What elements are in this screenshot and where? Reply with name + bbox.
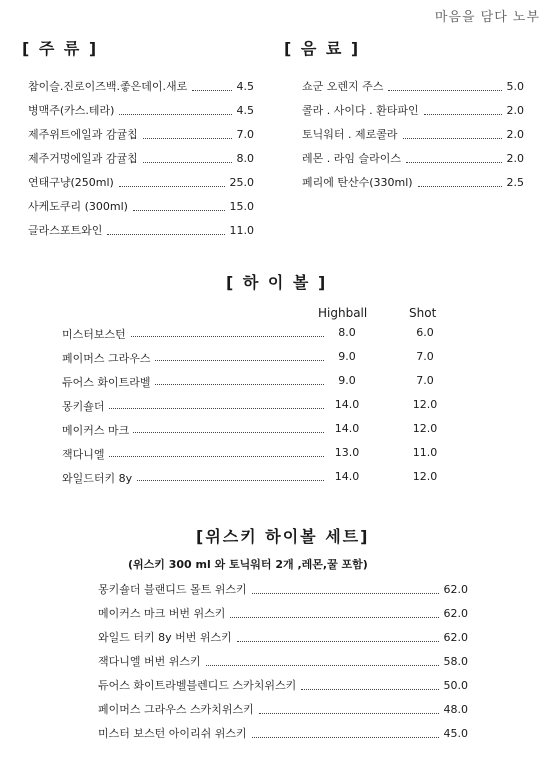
item-name: 제주위트에일과 감귤칩 <box>28 128 138 141</box>
item-name: 토닉워터 . 제로콜라 <box>302 128 398 141</box>
item-name: 미스터보스턴 <box>62 326 130 342</box>
list-item <box>62 422 447 436</box>
item-name: 레몬 . 라임 슬라이스 <box>302 152 401 165</box>
list-item <box>28 80 254 94</box>
item-name: 페리에 탄산수(330ml) <box>302 176 413 189</box>
item-name: 몽키숄더 블랜디드 몰트 위스키 <box>98 583 247 596</box>
leader-dots <box>230 617 438 618</box>
list-item <box>302 128 524 142</box>
shot-price: 12.0 <box>412 470 438 483</box>
liquor-section-title: [ 주 류 ] <box>22 39 99 58</box>
list-item <box>302 104 524 118</box>
item-name: 듀어스 화이트라벨블렌디드 스카치위스키 <box>98 679 297 692</box>
item-name: 글라스포트와인 <box>28 224 103 237</box>
highball-price: 14.0 <box>334 470 360 483</box>
list-item <box>62 398 447 412</box>
item-name: 메이커스 마크 버번 위스키 <box>98 607 226 620</box>
list-item <box>98 679 468 693</box>
list-item <box>28 200 254 214</box>
list-item <box>98 655 468 669</box>
item-name: 병맥주(카스.테라) <box>28 104 115 117</box>
set-section-title: [위스키 하이볼 세트] <box>196 527 370 546</box>
leader-dots <box>192 90 231 91</box>
leader-dots <box>252 737 439 738</box>
list-item <box>98 583 468 597</box>
item-price: 2.0 <box>506 128 524 141</box>
shot-price: 11.0 <box>412 446 438 459</box>
list-item <box>62 374 447 388</box>
list-item <box>28 128 254 142</box>
item-name: 페이머스 그라우스 <box>62 350 155 366</box>
leader-dots <box>237 641 439 642</box>
list-item <box>28 224 254 238</box>
item-price: 62.0 <box>443 607 468 620</box>
item-price: 45.0 <box>443 727 468 740</box>
leader-dots <box>403 138 502 139</box>
shot-price: 12.0 <box>412 398 438 411</box>
highball-price: 9.0 <box>338 350 356 363</box>
item-name: 듀어스 화이트라벨 <box>62 374 155 390</box>
shot-price: 7.0 <box>416 350 434 363</box>
highball-price: 8.0 <box>338 326 356 339</box>
leader-dots <box>259 713 439 714</box>
item-price: 11.0 <box>229 224 254 237</box>
item-name: 잭다니엘 <box>62 446 109 462</box>
item-price: 62.0 <box>443 631 468 644</box>
item-price: 7.0 <box>236 128 254 141</box>
leader-dots <box>418 186 502 187</box>
item-price: 4.5 <box>236 80 254 93</box>
item-name: 와일드 터키 8y 버번 위스키 <box>98 631 232 644</box>
drinks-section-title: [ 음 료 ] <box>284 39 361 58</box>
item-price: 62.0 <box>443 583 468 596</box>
item-price: 2.0 <box>506 152 524 165</box>
list-item <box>28 104 254 118</box>
leader-dots <box>406 162 502 163</box>
item-price: 25.0 <box>229 176 254 189</box>
list-item <box>28 176 254 190</box>
shot-price: 6.0 <box>416 326 434 339</box>
item-price: 58.0 <box>443 655 468 668</box>
leader-dots <box>119 186 225 187</box>
highball-section-title: [ 하 이 볼 ] <box>226 273 328 292</box>
item-name: 쇼군 오렌지 주스 <box>302 80 384 93</box>
item-price: 48.0 <box>443 703 468 716</box>
leader-dots <box>301 689 438 690</box>
col-head-highball: Highball <box>318 306 368 320</box>
item-price: 4.5 <box>236 104 254 117</box>
highball-price: 13.0 <box>334 446 360 459</box>
item-price: 5.0 <box>506 80 524 93</box>
leader-dots <box>252 593 439 594</box>
item-price: 50.0 <box>443 679 468 692</box>
item-name: 콜라 . 사이다 . 환타파인 <box>302 104 419 117</box>
shot-price: 7.0 <box>416 374 434 387</box>
highball-price: 14.0 <box>334 422 360 435</box>
leader-dots <box>107 234 224 235</box>
item-name: 미스터 보스턴 아이리쉬 위스키 <box>98 727 247 740</box>
shot-price: 12.0 <box>412 422 438 435</box>
leader-dots <box>119 114 231 115</box>
list-item <box>28 152 254 166</box>
leader-dots <box>424 114 502 115</box>
leader-dots <box>143 162 232 163</box>
list-item <box>62 350 447 364</box>
item-price: 2.5 <box>506 176 524 189</box>
set-subtitle: (위스키 300 ml 와 토닉워터 2개 ,레몬,꿀 포함) <box>128 558 368 571</box>
item-name: 참이슬.진로이즈백.좋은데이.새로 <box>28 80 188 93</box>
col-head-shot: Shot <box>409 306 437 320</box>
list-item <box>98 703 468 717</box>
item-name: 메이커스 마크 <box>62 422 133 438</box>
list-item <box>302 176 524 190</box>
item-name: 와일드터키 8y <box>62 470 136 486</box>
item-price: 2.0 <box>506 104 524 117</box>
list-item <box>62 326 447 340</box>
list-item <box>62 446 447 460</box>
brand-title: 마음을 담다 노부 <box>434 10 540 25</box>
item-name: 사케도쿠리 (300ml) <box>28 200 128 213</box>
item-name: 연태구냥(250ml) <box>28 176 114 189</box>
item-name: 몽키숄더 <box>62 398 109 414</box>
highball-price: 9.0 <box>338 374 356 387</box>
list-item <box>62 470 447 484</box>
list-item <box>98 727 468 741</box>
leader-dots <box>143 138 232 139</box>
item-name: 페이머스 그라우스 스카치위스키 <box>98 703 254 716</box>
leader-dots <box>388 90 501 91</box>
leader-dots <box>206 665 439 666</box>
list-item <box>302 152 524 166</box>
list-item <box>302 80 524 94</box>
list-item <box>98 607 468 621</box>
leader-dots <box>133 210 225 211</box>
item-name: 잭다니엘 버번 위스키 <box>98 655 201 668</box>
list-item <box>98 631 468 645</box>
item-price: 15.0 <box>229 200 254 213</box>
item-price: 8.0 <box>236 152 254 165</box>
highball-price: 14.0 <box>334 398 360 411</box>
item-name: 제주거멍에일과 감귤칩 <box>28 152 138 165</box>
